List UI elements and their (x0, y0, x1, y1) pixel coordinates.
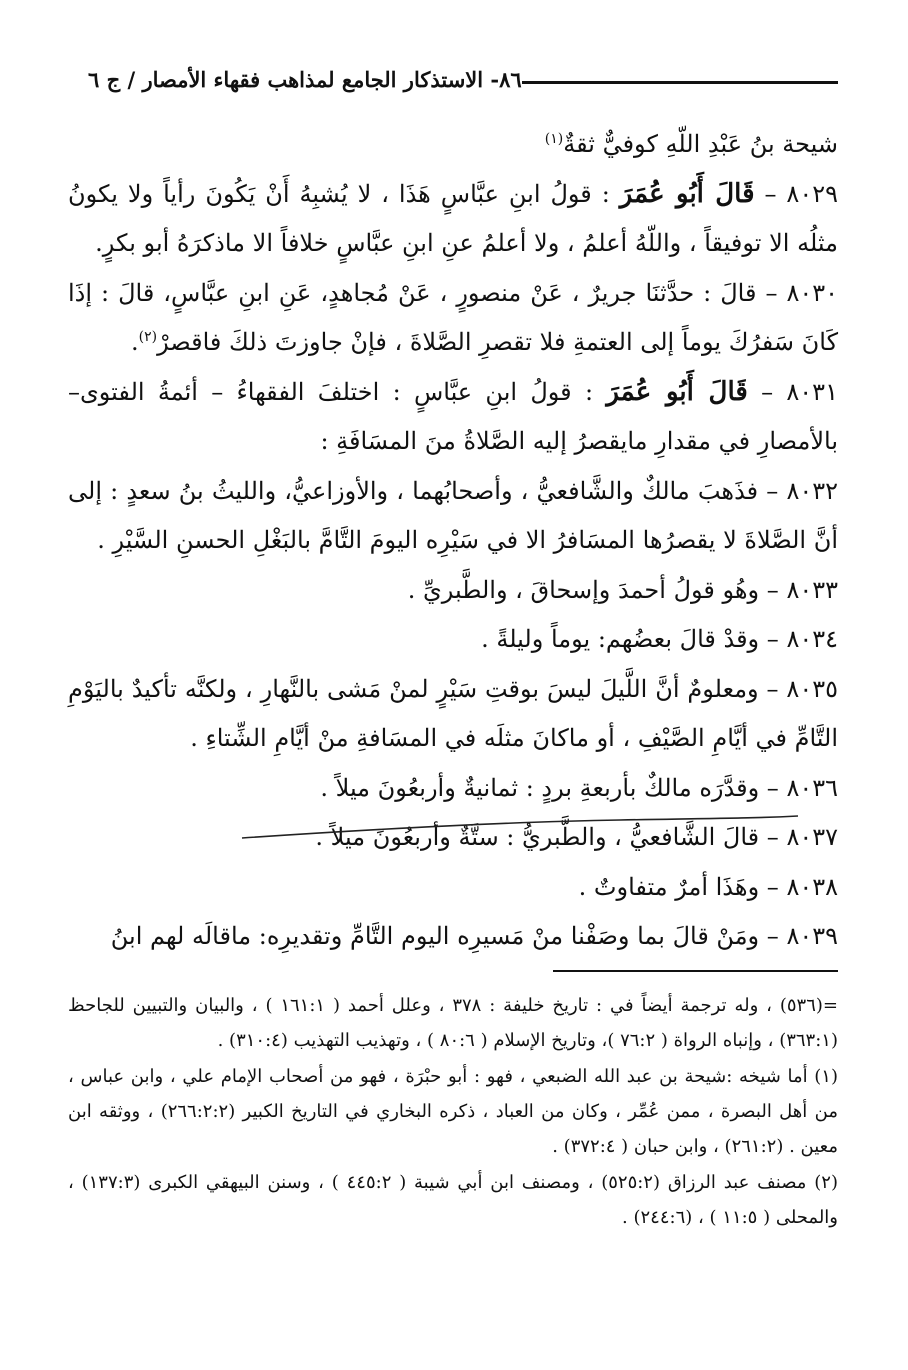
footnotes (68, 988, 838, 1236)
paragraph-8034 (68, 615, 838, 665)
paragraph-8030 (68, 269, 838, 368)
footnote-1: (١) أما شيخه :شيحة بن عبد الله الضبعي ، فهو : أبو حبْرَة ، فهو من أصحاب الإمام علي ، وابن عباس ، من أهل البصرة ، ممن عُمِّر ، وكان من العباد ، ذكره البخاري في التاريخ الكبير (٢٦٦:٢:٢) ، ووثقه ابن معين . (٢٦١:٢) ، وابن حبان ( ٣٧٢:٤) . (68, 1066, 838, 1157)
paragraph-number: ٨٠٣٤ – (766, 625, 838, 653)
paragraph-intro (68, 120, 838, 170)
paragraph-text: وقدْ قالَ بعضُهم: يوماً وليلةً . (481, 625, 760, 653)
paragraph-number: ٨٠٣٧ – (766, 823, 838, 851)
paragraph-text: : قولُ ابنِ عبَّاسٍ : اختلفَ الفقهاءُ – أئمةُ الفتوى– بالأمصارِ في مقدارِ مايقصرُ إليه الصَّلاةُ منَ المسَافَةِ : (68, 377, 838, 455)
paragraph-8036 (68, 764, 838, 814)
footnote-continued: =(٥٣٦) ، وله ترجمة أيضاً في : تاريخ خليفة : ٣٧٨ ، وعلل أحمد ( ١٦١:١ ) ، والبيان والتبيين للجاحظ (٣٦٣:١) ، وإنباه الرواة ( ٧٦:٢ )، وتاريخ الإسلام ( ٨٠:٦ ) ، وتهذيب التهذيب (٣١٠:٤) . (68, 995, 838, 1051)
paragraph-number: ٨٠٣٣ – (766, 575, 838, 604)
paragraph-8033 (68, 566, 838, 616)
paragraph-number: ٨٠٣٠ – (765, 278, 838, 307)
paragraph-text: وقدَّرَه مالكٌ بأربعةِ بردٍ : ثمانيةٌ وأربعُونَ ميلاً . (320, 773, 760, 802)
paragraph-number: ٨٠٣٨ – (766, 872, 838, 901)
paragraph-text: : قولُ ابنِ عبَّاسٍ هَذَا ، لا يُشبِهُ أَنْ يَكُونَ رأياً ولا يكونُ مثلُه الا توفيقاً ، واللّهُ أعلمُ ، ولا أعلمُ عنِ ابنِ عبَّاسٍ خلافاً الا ماذكرَهُ أبو بكرٍ. (68, 179, 838, 257)
header-title: ٨٦- الاستذكار الجامع لمذاهب فقهاء الأمصار / ج ٦ (88, 66, 522, 92)
paragraph-text: ومَنْ قالَ بما وصَفْنا منْ مَسيرِه اليوم التَّامِّ وتقديرِه: ماقالَه لهم ابنُ (110, 922, 760, 950)
paragraph-8039 (68, 912, 838, 962)
speaker-label: قَالَ أَبُو عُمَرَ (606, 376, 748, 407)
paragraph-text: شيحة بنُ عَبْدِ اللّهِ كوفيٌّ ثقةٌ (563, 130, 838, 158)
paragraph-8032 (68, 467, 838, 566)
paragraph-8029 (68, 170, 838, 269)
paragraph-text: وهَذَا أمرٌ متفاوتٌ . (578, 872, 760, 901)
paragraph-8031 (68, 368, 838, 467)
paragraph-8035 (68, 665, 838, 764)
handwritten-underline (240, 812, 800, 842)
footnote-ref: (٢) (138, 329, 158, 345)
paragraph-end: . (130, 328, 139, 356)
paragraph-number: ٨٠٢٩ – (764, 179, 838, 208)
running-header (74, 62, 838, 96)
paragraph-text: وهُو قولُ أحمدَ وإسحاقَ ، والطَّبريِّ . (407, 575, 760, 604)
paragraph-number: ٨٠٣٩ – (766, 922, 838, 950)
header-rule (522, 81, 838, 84)
paragraph-number: ٨٠٣٥ – (766, 674, 838, 703)
footnote-2: (٢) مصنف عبد الرزاق (٥٢٥:٢) ، ومصنف ابن أبي شيبة ( ٤٤٥:٢ ) ، وسنن البيهقي الكبرى (١٣٧:٣) ، والمحلى ( ١١:٥ ) ، (٢٤٤:٦) . (68, 1172, 838, 1228)
paragraph-text: قالَ : حدَّثنَا جريرٌ ، عَنْ منصورٍ ، عَنْ مُجاهدٍ، عَنِ ابنِ عبَّاسٍ، قالَ : إذَا كَانَ سَفرُكَ يوماً إلى العتمةِ فلا تقصرِ الصَّلاةَ ، فإنْ جاوزتَ ذلكَ فاقصرْ (68, 278, 838, 356)
footnote-ref: (١) (544, 131, 564, 147)
paragraph-text: ومعلومٌ أنَّ اللَّيلَ ليسَ بوقتِ سَيْرٍ لمنْ مَشى بالنَّهارِ ، ولكنَّه تأكيدٌ باليَوْمِ التَّامِّ في أيَّامِ الصَّيْفِ ، أو ماكانَ مثلَه في المسَافةِ منْ أيَّامِ الشِّتاءِ . (68, 674, 838, 752)
footnote-separator (553, 970, 838, 972)
paragraph-text: فذَهبَ مالكٌ والشَّافعيُّ ، وأصحابُهما ، والأوزاعيُّ، والليثُ بنُ سعدٍ : إلى أنَّ الصَّلاةَ لا يقصرُها المسَافرُ الا في سَيْرِه اليومَ التَّامَّ بالبَغْلِ الحسنِ السَّيْرِ . (68, 476, 838, 554)
paragraph-number: ٨٠٣٢ – (766, 476, 838, 505)
paragraph-text: قالَ الشَّافعيُّ ، والطَّبريُّ : ستَّةٌ وأربعُونَ ميلاً . (315, 823, 760, 851)
paragraph-number: ٨٠٣١ – (761, 377, 838, 406)
paragraph-number: ٨٠٣٦ – (766, 773, 838, 802)
speaker-label: قَالَ أَبُو عُمَرَ (619, 178, 755, 209)
paragraph-8038 (68, 863, 838, 913)
